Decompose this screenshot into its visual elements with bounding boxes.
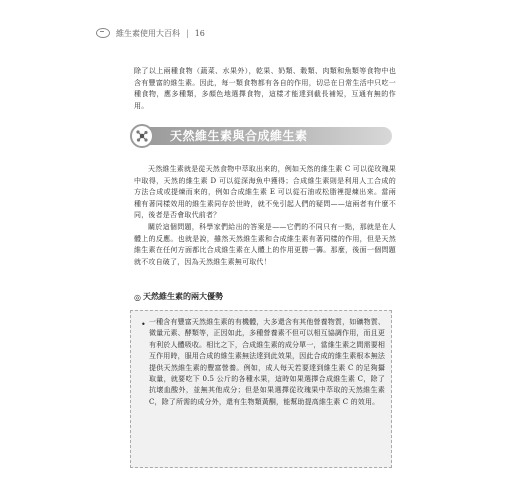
running-header bbox=[96, 26, 205, 40]
bullet-icon: • bbox=[141, 320, 146, 329]
subheading-marker-icon: ◎ bbox=[134, 291, 141, 302]
header-separator: | bbox=[186, 28, 189, 38]
page-number: 16 bbox=[194, 28, 205, 38]
section-banner bbox=[130, 124, 400, 148]
highlight-box bbox=[130, 310, 392, 468]
subheading-text: 天然維生素的兩大優勢 bbox=[142, 291, 223, 301]
subheading bbox=[134, 291, 223, 302]
section-title: 天然維生素與合成維生素 bbox=[170, 129, 308, 143]
body-paragraph: 天然維生素就是從天然食物中萃取出來的，例如天然的維生素 C 可以從玫瑰果中取得，天然的維生素 D 可以從深海魚中獲得；合成維生素則是利用人工合成的方法合成或提煉而來的，例如合成維生素 E 可以從石油或松脂裡提煉出來。當兩種有著同樣效用的維生素同存於世時，就不免引起人們的疑問——這兩者有什麼不同，後者是否會取代前者？ bbox=[134, 165, 397, 219]
molecule-icon bbox=[130, 124, 154, 148]
intro-paragraph: 除了以上兩種食物（蔬菜、水果外），乾果、奶類、穀類、肉類和魚類等食物中也含有豐富的維生素。因此，每一類食物都有各自的作用，切忌在日常生活中只吃一種食物，應多種類，多顏色地選擇食物，這樣才能達到截長補短，互通有無的作用。 bbox=[134, 67, 396, 110]
book-logo-icon bbox=[96, 28, 110, 38]
highlight-box-text: 一種含有豐富天然維生素的有機體，大多還含有其他營養物質，如礦物質、微量元素、酵類等，正因如此，多種營養素不但可以相互協調作用，而且更有利於人體吸收。相比之下，合成維生素的成分單一，當維生素之間需要相互作用時，服用合成的維生素無法達到此效果，因此合成的維生素根本無法提供天然維生素的豐富營養。例如，成人每天若要達到維生素 C 的足夠攝取量，就要吃下 0.5 公斤的各種水果，這時如果選擇合成維生素 C，除了抗壞血酸外，並無其他成分；但是如果選擇從玫瑰果中萃取的天然維生素 C，除了所需的成分外，還有生物類黃酮，能幫助提高維生素 C 的效用。 bbox=[149, 318, 385, 406]
book-title: 維生素使用大百科 bbox=[116, 28, 180, 38]
body-paragraph: 關於這個問題，科學家們給出的答案是——它們的不同只有一點，那就是在人體上的反應。也就是說，雖然天然維生素和合成維生素有著同樣的作用，但是天然維生素在任何方面都比合成維生素在人體上的作用更勝一籌。那麼，後面一個問題就不攻自破了，因為天然維生素無可取代！ bbox=[134, 223, 396, 266]
